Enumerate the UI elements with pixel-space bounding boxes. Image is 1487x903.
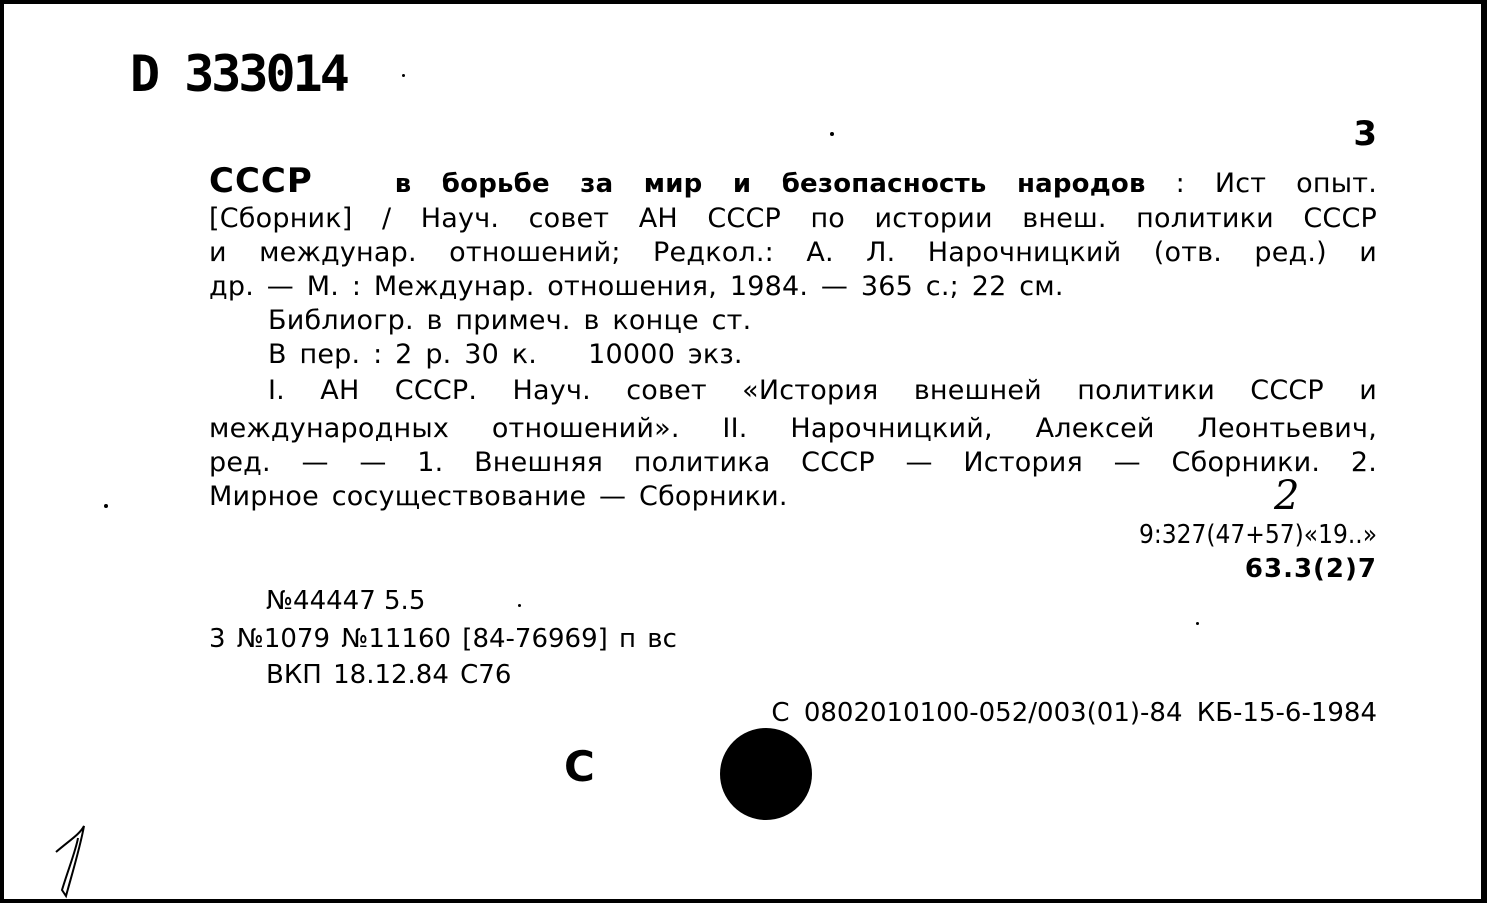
letter-mark: С — [564, 742, 595, 791]
copies-count: 3 — [1353, 114, 1377, 154]
punch-hole — [720, 728, 812, 820]
speck — [104, 504, 108, 508]
tracing-line-2: международных отношений». II. Нарочницкий, Алексей Леонтьевич, — [209, 413, 1377, 444]
title-suffix: : Ист опыт. — [1145, 168, 1377, 199]
speck — [830, 132, 834, 136]
speck — [1196, 622, 1199, 625]
description-line-1: [Сборник] / Науч. совет АН СССР по истории внеш. политики СССР — [209, 203, 1377, 234]
service-line-2: 3 №1079 №11160 [84-76969] п вс — [209, 624, 677, 654]
speck — [518, 604, 521, 607]
call-number: D 333014 — [130, 45, 347, 103]
speck — [402, 74, 405, 77]
title-line — [209, 161, 1377, 201]
service-line-3: ВКП 18.12.84 С76 — [266, 660, 512, 690]
description-line-2: и междунар. отношений; Редкол.: А. Л. Нарочницкий (отв. ред.) и — [209, 237, 1377, 268]
bbk-code: 63.3(2)7 — [1244, 554, 1377, 584]
handwritten-mark: 2 — [1274, 473, 1300, 519]
tracing-line-4: Мирное сосуществование — Сборники. — [209, 481, 788, 512]
udc-code: 9:327(47+57)«19..» — [1139, 520, 1377, 550]
tracing-line-1: I. АН СССР. Науч. совет «История внешней политики СССР и — [268, 375, 1377, 406]
catalog-card — [4, 4, 1484, 899]
index-code: С 0802010100-052/003(01)-84 КБ-15-6-1984 — [771, 698, 1377, 728]
title-rest: в борьбе за мир и безопасность народов — [394, 169, 1146, 199]
description-line-3: др. — М. : Междунар. отношения, 1984. — 365 с.; 22 см. — [209, 271, 1064, 302]
service-line-1: №44447 5.5 — [266, 586, 426, 616]
tracing-line-3: ред. — — 1. Внешняя политика СССР — История — Сборники. 2. — [209, 447, 1377, 478]
note-price: В пер. : 2 р. 30 к. 10000 экз. — [268, 339, 743, 370]
note-bibliography: Библиогр. в примеч. в конце ст. — [268, 305, 752, 336]
handwritten-corner-mark — [46, 824, 106, 899]
title-main: СССР — [209, 161, 313, 201]
